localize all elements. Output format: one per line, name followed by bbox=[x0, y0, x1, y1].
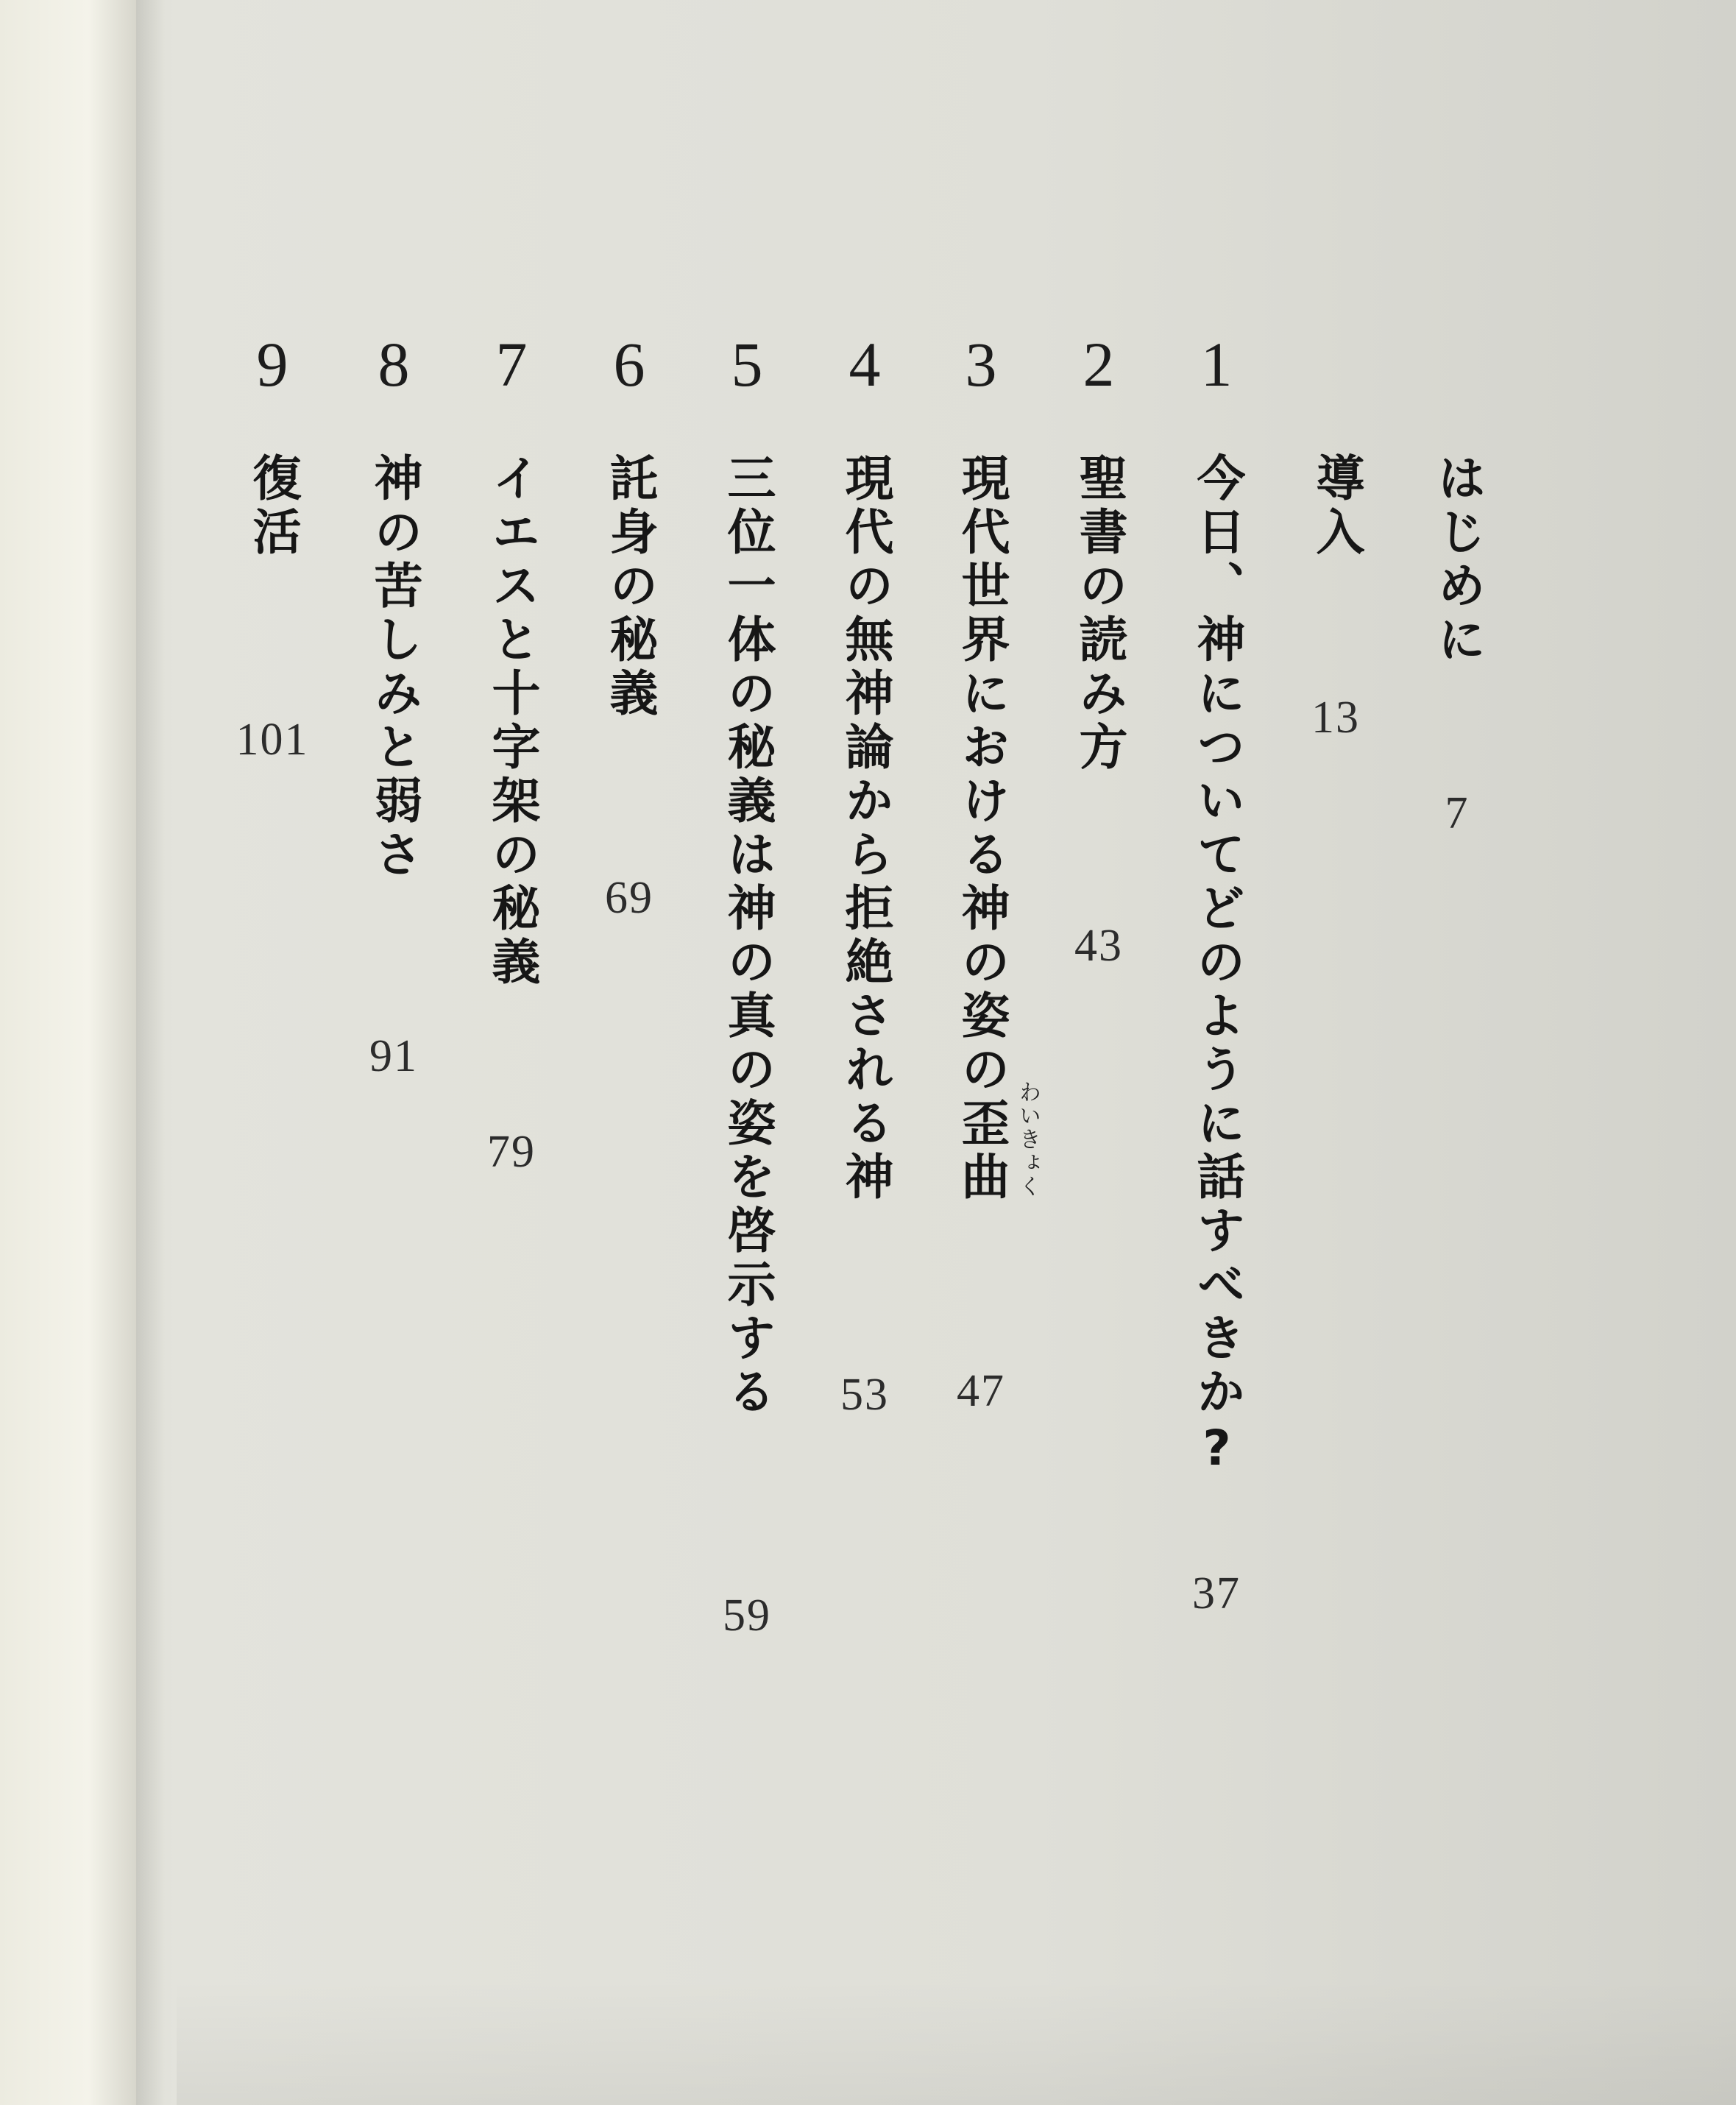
toc-chapter-7 bbox=[471, 0, 552, 2105]
page-gutter bbox=[0, 0, 136, 2105]
page-shadow bbox=[177, 1980, 1736, 2105]
chapter-number: 6 bbox=[613, 329, 645, 400]
chapter-number: 8 bbox=[378, 329, 410, 400]
toc-chapter-5 bbox=[706, 0, 787, 2105]
ruby-annotation: わいきょく bbox=[1015, 1080, 1041, 1198]
chapter-page: 91 bbox=[369, 1031, 418, 1081]
chapter-title: 今日、神についてどのように話すべきか? bbox=[1188, 453, 1245, 1482]
toc-chapter-2 bbox=[1058, 0, 1139, 2105]
chapter-number: 2 bbox=[1083, 329, 1115, 400]
toc-prologue-title: 導入 bbox=[1308, 453, 1364, 560]
chapter-page: 47 bbox=[957, 1366, 1005, 1416]
chapter-number: 7 bbox=[495, 329, 528, 400]
gutter-shadow bbox=[136, 0, 166, 2105]
toc-entry-prologue bbox=[1295, 0, 1376, 2105]
chapter-page: 59 bbox=[723, 1591, 771, 1641]
chapter-title: 神の苦しみと弱さ bbox=[366, 453, 422, 882]
toc-chapter-8 bbox=[353, 0, 434, 2105]
chapter-page: 79 bbox=[487, 1127, 536, 1177]
chapter-number: 5 bbox=[731, 329, 763, 400]
chapter-number: 3 bbox=[965, 329, 997, 400]
toc-chapter-3 bbox=[940, 0, 1021, 2105]
chapter-title: 聖書の読み方 bbox=[1071, 453, 1127, 775]
toc-intro-page: 7 bbox=[1445, 788, 1470, 838]
chapter-page: 69 bbox=[605, 873, 653, 923]
chapter-page: 53 bbox=[840, 1370, 889, 1420]
chapter-page: 101 bbox=[235, 715, 309, 765]
toc-entry-intro bbox=[1417, 0, 1498, 2105]
toc-chapter-6 bbox=[589, 0, 670, 2105]
chapter-page: 43 bbox=[1074, 921, 1123, 971]
chapter-title: 復活 bbox=[244, 453, 301, 560]
toc-intro-title: はじめに bbox=[1429, 453, 1486, 668]
chapter-title: 現代世界における神の姿の歪曲 bbox=[953, 453, 1010, 1205]
toc-chapter-4 bbox=[824, 0, 905, 2105]
toc-chapter-1 bbox=[1176, 0, 1257, 2105]
toc-prologue-page: 13 bbox=[1311, 693, 1360, 743]
chapter-number: 4 bbox=[848, 329, 881, 400]
toc-chapter-9 bbox=[232, 0, 313, 2105]
chapter-title: イエスと十字架の秘義 bbox=[483, 453, 540, 990]
chapter-page: 37 bbox=[1192, 1568, 1241, 1618]
chapter-number: 1 bbox=[1200, 329, 1233, 400]
chapter-title: 三位一体の秘義は神の真の姿を啓示する bbox=[719, 453, 776, 1420]
chapter-title: 現代の無神論から拒絶される神 bbox=[837, 453, 893, 1205]
chapter-title: 託身の秘義 bbox=[601, 453, 658, 721]
chapter-number: 9 bbox=[256, 329, 288, 400]
